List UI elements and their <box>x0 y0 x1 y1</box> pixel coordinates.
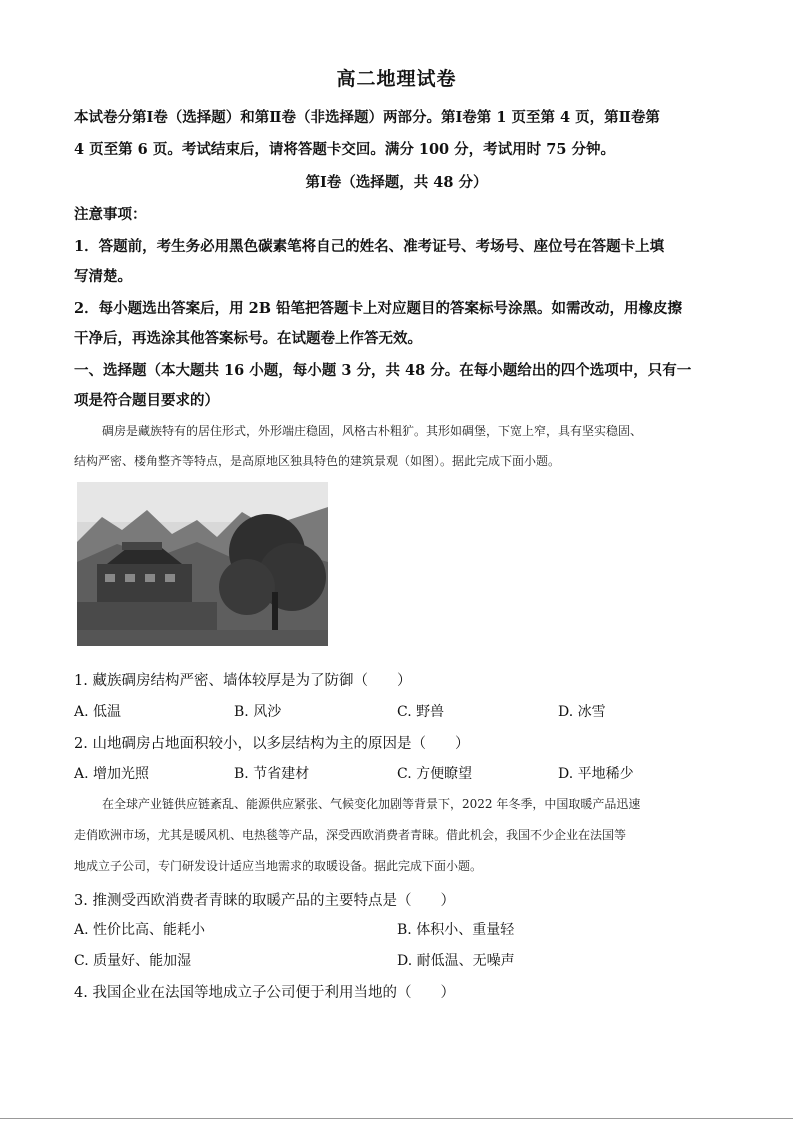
section-heading: 第Ⅰ卷（选择题，共 48 分） <box>305 174 488 191</box>
passage2-line-2: 走俏欧洲市场，尤其是暖风机、电热毯等产品，深受西欧消费者青睐。借此机会，我国不少企业在法国等 <box>74 828 627 842</box>
note-2-line-2: 干净后，再选涂其他答案标号。在试题卷上作答无效。 <box>74 330 422 347</box>
q1-option-a: A. 低温 <box>74 704 122 720</box>
q3-option-d: D. 耐低温、无噪声 <box>397 953 515 969</box>
part1-line-2: 项是符合题目要求的） <box>74 392 219 409</box>
q1-option-d: D. 冰雪 <box>558 704 606 720</box>
passage2-line-1: 在全球产业链供应链紊乱、能源供应紧张、气候变化加剧等背景下，2022 年冬季，中国取暖产品迅速 <box>102 797 641 811</box>
notes-heading: 注意事项： <box>74 206 147 223</box>
q2-stem: 2. 山地碉房占地面积较小，以多层结构为主的原因是（ ） <box>74 736 470 752</box>
q2-option-c: C. 方便瞭望 <box>397 766 473 782</box>
q3-option-a: A. 性价比高、能耗小 <box>74 922 206 938</box>
q4-stem: 4. 我国企业在法国等地成立子公司便于利用当地的（ ） <box>74 985 455 1001</box>
q2-option-a: A. 增加光照 <box>74 766 150 782</box>
note-1-line-1: 1．答题前，考生务必用黑色碳素笔将自己的姓名、准考证号、考场号、座位号在答题卡上填 <box>74 238 665 255</box>
note-1-line-2: 写清楚。 <box>74 268 132 285</box>
q3-option-c: C. 质量好、能加湿 <box>74 953 192 969</box>
q1-stem: 1. 藏族碉房结构严密、墙体较厚是为了防御（ ） <box>74 673 412 689</box>
part1-line-1: 一、选择题（本大题共 16 小题，每小题 3 分，共 48 分。在每小题给出的四个选项中，只有一 <box>74 362 692 379</box>
q2-option-b: B. 节省建材 <box>234 766 310 782</box>
intro-line-1: 本试卷分第Ⅰ卷（选择题）和第Ⅱ卷（非选择题）两部分。第Ⅰ卷第 1 页至第 4 页，第Ⅱ卷第 <box>74 109 660 126</box>
passage1-line-1: 碉房是藏族特有的居住形式，外形端庄稳固，风格古朴粗犷。其形如碉堡，下宽上窄，具有坚实稳固、 <box>102 424 643 438</box>
passage1-line-2: 结构严密、楼角整齐等特点，是高原地区独具特色的建筑景观（如图）。据此完成下面小题。 <box>74 454 561 468</box>
q3-option-b: B. 体积小、重量轻 <box>397 922 515 938</box>
note-2-line-1: 2．每小题选出答案后，用 2B 铅笔把答题卡上对应题目的答案标号涂黑。如需改动，用橡皮擦 <box>74 300 683 317</box>
intro-line-2: 4 页至第 6 页。考试结束后，请将答题卡交回。满分 100 分，考试用时 75 分钟。 <box>74 141 615 158</box>
passage2-line-3: 地成立子公司，专门研发设计适应当地需求的取暖设备。据此完成下面小题。 <box>74 859 483 873</box>
q1-option-c: C. 野兽 <box>397 704 445 720</box>
q3-stem: 3. 推测受西欧消费者青睐的取暖产品的主要特点是（ ） <box>74 893 455 909</box>
page-title: 高二地理试卷 <box>336 68 457 90</box>
tibetan-blockhouse-photo <box>77 482 328 646</box>
page-bottom-divider <box>0 1118 793 1119</box>
q1-option-b: B. 风沙 <box>234 704 282 720</box>
q2-option-d: D. 平地稀少 <box>558 766 634 782</box>
